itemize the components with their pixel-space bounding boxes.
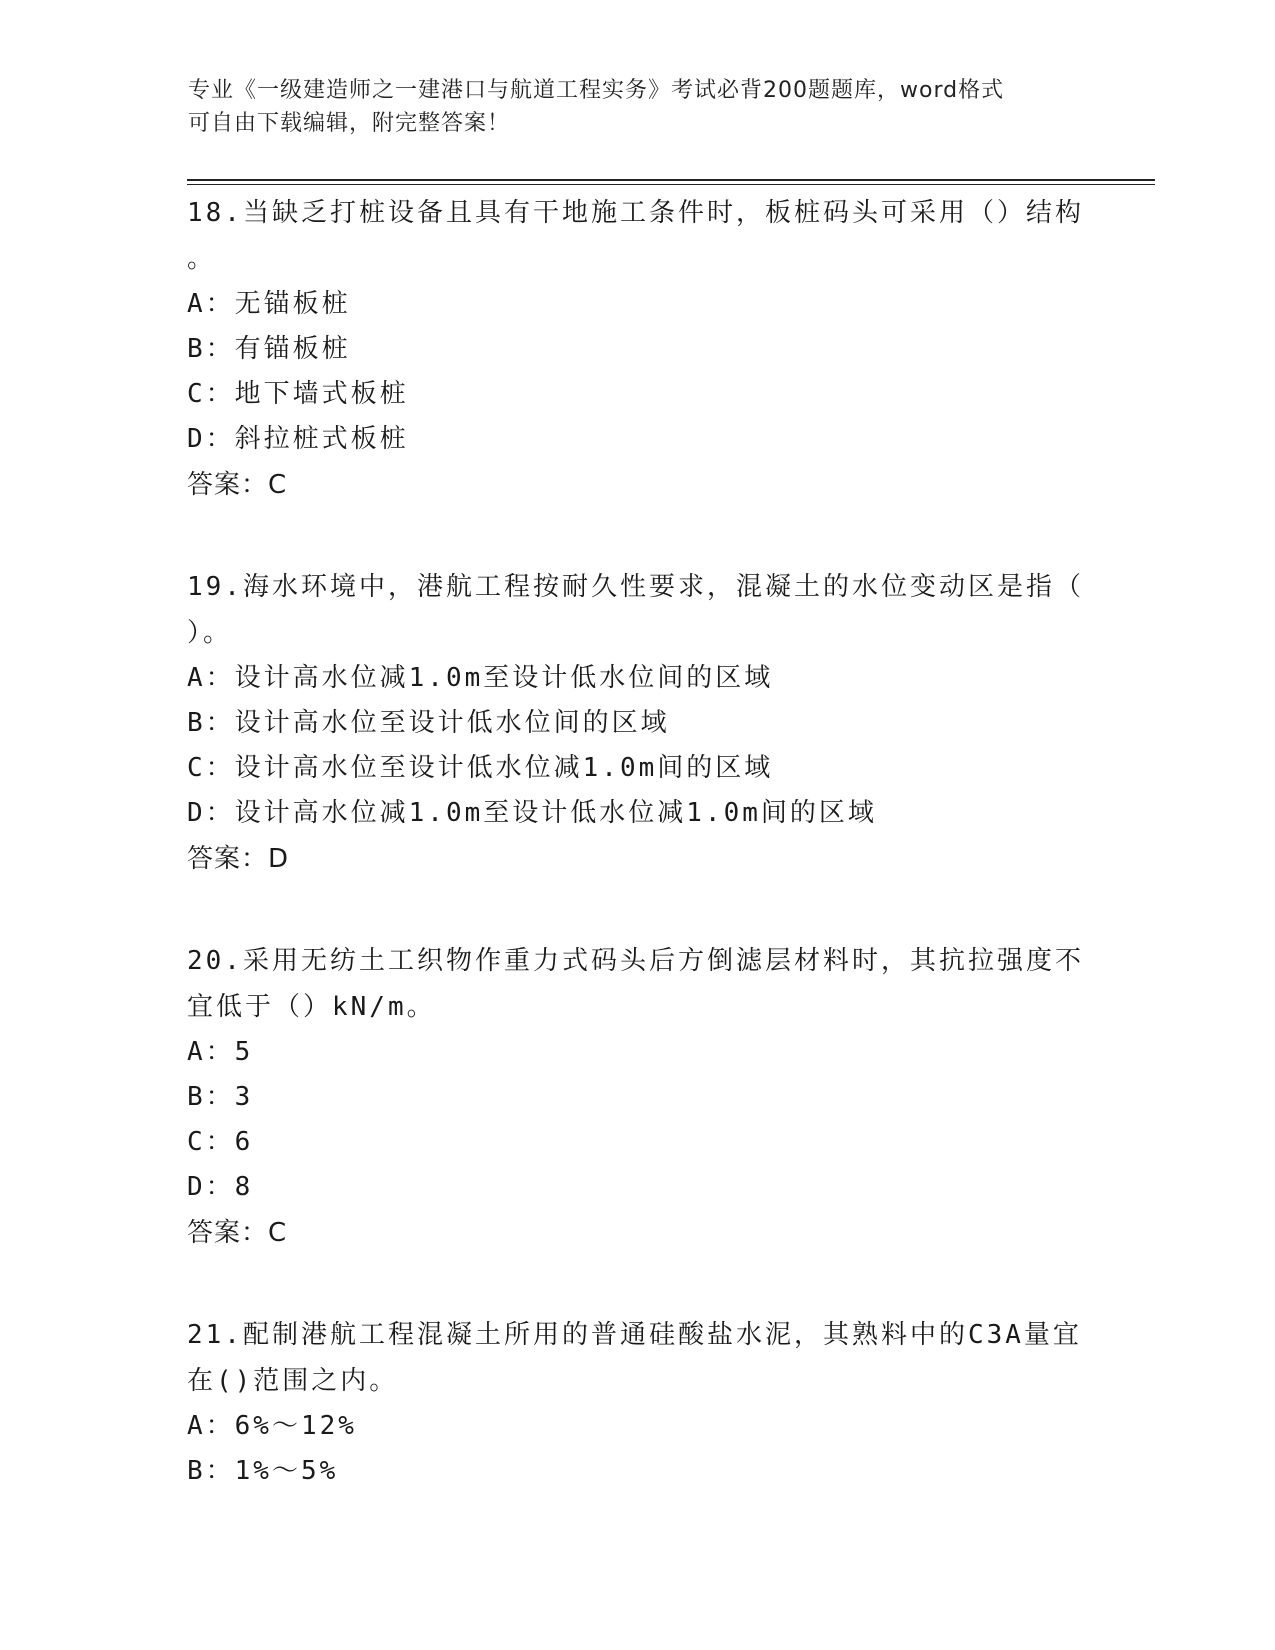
header-line-2: 可自由下载编辑，附完整答案！ xyxy=(188,111,511,136)
question-21 xyxy=(187,1312,1087,1494)
question-text-line: 21.配制港航工程混凝土所用的普通硅酸盐水泥，其熟料中的C3A量宜 xyxy=(187,1320,1082,1350)
option-d: D：斜拉桩式板桩 xyxy=(187,424,409,454)
answer: 答案：C xyxy=(187,1218,288,1248)
option-d: D：设计高水位减1.0m至设计低水位减1.0m间的区域 xyxy=(187,798,877,828)
header-divider-thick xyxy=(187,179,1155,181)
header-line-1: 专业《一级建造师之一建港口与航道工程实务》考试必背200题题库，word格式 xyxy=(188,78,1005,103)
option-b: B：3 xyxy=(187,1082,254,1112)
question-text-line: 在()范围之内。 xyxy=(187,1366,399,1396)
question-text-line: 18.当缺乏打桩设备且具有干地施工条件时，板桩码头可采用（）结构 xyxy=(187,198,1084,228)
question-18 xyxy=(187,190,1087,508)
option-b: B：设计高水位至设计低水位间的区域 xyxy=(187,708,670,738)
option-b: B：1%～5% xyxy=(187,1456,339,1486)
document-header xyxy=(188,74,1088,140)
question-text-line: 宜低于（）kN/m。 xyxy=(187,992,436,1022)
question-text-line: ）。 xyxy=(187,618,233,648)
option-a: A：无锚板桩 xyxy=(187,289,351,319)
question-text-line: 19.海水环境中，港航工程按耐久性要求，混凝土的水位变动区是指（ xyxy=(187,572,1084,602)
option-c: C：地下墙式板桩 xyxy=(187,379,409,409)
answer: 答案：C xyxy=(187,470,288,500)
question-19 xyxy=(187,564,1087,882)
option-b: B：有锚板桩 xyxy=(187,334,351,364)
question-list xyxy=(187,190,1087,1494)
question-text-line: 。 xyxy=(187,244,217,274)
option-a: A：5 xyxy=(187,1037,254,1067)
question-text-line: 20.采用无纺土工织物作重力式码头后方倒滤层材料时，其抗拉强度不 xyxy=(187,946,1084,976)
option-c: C：6 xyxy=(187,1127,254,1157)
option-c: C：设计高水位至设计低水位减1.0m间的区域 xyxy=(187,753,774,783)
option-d: D：8 xyxy=(187,1172,254,1202)
header-divider-thin xyxy=(187,184,1155,185)
answer: 答案：D xyxy=(187,844,290,874)
question-20 xyxy=(187,938,1087,1256)
option-a: A：设计高水位减1.0m至设计低水位间的区域 xyxy=(187,663,774,693)
option-a: A：6%～12% xyxy=(187,1411,357,1441)
